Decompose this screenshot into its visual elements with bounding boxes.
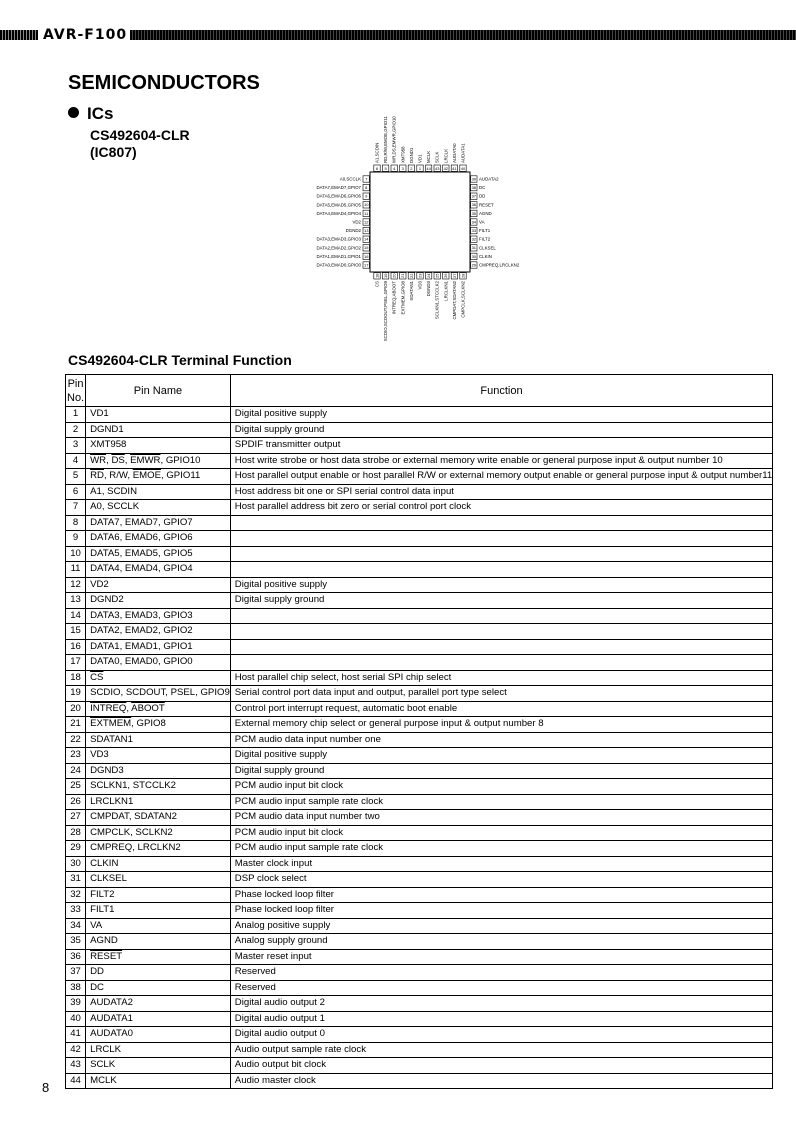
- pin-number: 23: [417, 273, 423, 279]
- pin-name-cell: DATA3, EMAD3, GPIO3: [86, 608, 231, 624]
- table-row: [66, 934, 773, 950]
- pin-number: 28: [460, 273, 466, 279]
- section-ics: [68, 104, 113, 124]
- pin-name-cell: CLKSEL: [86, 872, 231, 888]
- pin-function-cell: Analog supply ground: [230, 934, 772, 950]
- pin-name-cell: DATA1, EMAD1, GPIO1: [86, 639, 231, 655]
- pin-function-cell: [230, 639, 772, 655]
- table-row: [66, 469, 773, 485]
- pin-name-cell: RESET: [86, 949, 231, 965]
- pin-function-cell: Digital supply ground: [230, 422, 772, 438]
- pin-label: RESET: [479, 202, 494, 208]
- pin-number-cell: 27: [66, 810, 86, 826]
- pin-label: AUDATA2: [479, 176, 499, 182]
- pin-name-cell: AUDATA1: [86, 1011, 231, 1027]
- pin-function-cell: PCM audio data input number one: [230, 732, 772, 748]
- pin-number: 19: [383, 273, 388, 279]
- pin-name-cell: VA: [86, 918, 231, 934]
- pin-name-cell: FILT1: [86, 903, 231, 919]
- pin-number: 6: [375, 165, 379, 171]
- pin-number: 41: [452, 165, 457, 171]
- pin-number-cell: 20: [66, 701, 86, 717]
- pin-function-cell: [230, 608, 772, 624]
- pin-function-cell: Host parallel address bit zero or serial control port clock: [230, 500, 772, 516]
- pin-label: INTREQ,ABOOT: [391, 281, 397, 315]
- table-title: CS492604-CLR Terminal Function: [68, 352, 292, 368]
- table-row: [66, 546, 773, 562]
- pin-function-cell: Digital supply ground: [230, 593, 772, 609]
- table-row: [66, 872, 773, 888]
- part-info: [90, 127, 190, 161]
- pin-label: DATA4,EMAD4,GPIO4: [316, 210, 361, 216]
- pin-name-cell: SCLKN1, STCCLK2: [86, 779, 231, 795]
- model-name: AVR-F100: [43, 27, 128, 43]
- header-pin-no: Pin No.: [66, 375, 86, 407]
- table-row: [66, 639, 773, 655]
- page-number: 8: [42, 1080, 50, 1095]
- pin-number: 22: [408, 273, 414, 279]
- pin-label: A1,SCDIN: [374, 142, 380, 163]
- pin-number: 38: [471, 185, 477, 190]
- pin-number: 17: [363, 262, 369, 268]
- pin-label: SCDIO,SCDOUT,PSEL,GPIO9: [383, 281, 389, 342]
- pin-label: DGND3: [426, 281, 432, 297]
- pin-name-cell: DD: [86, 965, 231, 981]
- table-row: [66, 841, 773, 857]
- pin-name-cell: A0, SCCLK: [86, 500, 231, 516]
- pin-number: 31: [471, 245, 477, 251]
- table-row: [66, 763, 773, 779]
- pin-number: 33: [471, 228, 477, 233]
- pin-function-cell: Audio master clock: [230, 1073, 772, 1089]
- pin-name-cell: DGND1: [86, 422, 231, 438]
- table-row: [66, 918, 773, 934]
- pin-function-cell: Phase locked loop filter: [230, 903, 772, 919]
- pin-name-cell: MCLK: [86, 1073, 231, 1089]
- pin-number-cell: 30: [66, 856, 86, 872]
- pin-number-cell: 2: [66, 422, 86, 438]
- pin-number-cell: 38: [66, 980, 86, 996]
- section-ics-label: ICs: [87, 104, 114, 123]
- table-row: [66, 825, 773, 841]
- pin-number-cell: 12: [66, 577, 86, 593]
- pin-label: WR,DS,EMWR,GPIO10: [391, 116, 397, 163]
- pin-label: SCLKN1,STCCLK2: [434, 281, 440, 320]
- table-row: [66, 500, 773, 516]
- pin-label: CLKSEL: [479, 245, 496, 251]
- pin-label: AUDATA1: [460, 143, 466, 163]
- pin-label: CMPDAT,SDATAN2: [451, 281, 457, 320]
- pin-function-cell: PCM audio input bit clock: [230, 779, 772, 795]
- table-row: [66, 856, 773, 872]
- table-row: [66, 887, 773, 903]
- pin-number: 18: [374, 273, 380, 279]
- pin-name-cell: DATA4, EMAD4, GPIO4: [86, 562, 231, 578]
- pin-number: 9: [365, 193, 368, 199]
- pin-number: 21: [400, 273, 406, 279]
- pin-label: DATA6,EMAD6,GPIO6: [316, 193, 361, 199]
- pin-function-cell: Digital audio output 2: [230, 996, 772, 1012]
- pin-number-cell: 1: [66, 407, 86, 423]
- pin-number: 14: [363, 236, 369, 242]
- pin-name-cell: A1, SCDIN: [86, 484, 231, 500]
- pin-number: 4: [393, 165, 396, 171]
- pin-label: RD,R/W,EMOE,GPIO11: [383, 116, 389, 163]
- pin-name-cell: $\overline{WR}$, $\overline{DS}$, EMWR, GPIO10: [86, 453, 231, 469]
- table-row: [66, 810, 773, 826]
- pin-function-cell: Host address bit one or SPI serial control data input: [230, 484, 772, 500]
- pin-number: 37: [471, 193, 477, 199]
- pin-number-cell: 43: [66, 1058, 86, 1074]
- table-row: [66, 407, 773, 423]
- table-row: [66, 577, 773, 593]
- pin-number: 44: [426, 165, 431, 171]
- pin-function-cell: Digital positive supply: [230, 577, 772, 593]
- pin-name-cell: DATA2, EMAD2, GPIO2: [86, 624, 231, 640]
- bullet-icon: [68, 107, 79, 118]
- table-row: [66, 1042, 773, 1058]
- pin-number-cell: 7: [66, 500, 86, 516]
- table-row: [66, 453, 773, 469]
- pin-name-cell: DGND2: [86, 593, 231, 609]
- pin-name-cell: DC: [86, 980, 231, 996]
- pin-label: VD3: [417, 281, 423, 290]
- chip-pinout-diagram: [290, 92, 540, 362]
- pin-number-cell: 4: [66, 453, 86, 469]
- pin-number-cell: 16: [66, 639, 86, 655]
- pin-number-cell: 40: [66, 1011, 86, 1027]
- pin-label: DATA2,EMAD2,GPIO2: [316, 245, 361, 251]
- pin-number: 36: [471, 202, 477, 208]
- pin-number: 26: [443, 273, 449, 279]
- pin-label: CMPCLK,SCLKN2: [460, 281, 466, 318]
- pin-number: 40: [460, 165, 466, 171]
- pin-number: 15: [363, 245, 369, 251]
- pin-function-cell: Analog positive supply: [230, 918, 772, 934]
- pin-label: LRCLKN1: [443, 281, 449, 301]
- pin-label: XMT958: [400, 146, 406, 163]
- pin-function-cell: [230, 546, 772, 562]
- pin-number: 39: [471, 176, 477, 182]
- page-title: SEMICONDUCTORS: [68, 72, 260, 94]
- table-row: [66, 903, 773, 919]
- pin-function-cell: Audio output sample rate clock: [230, 1042, 772, 1058]
- pin-number: 5: [384, 165, 387, 171]
- table-row: [66, 624, 773, 640]
- table-row: [66, 655, 773, 671]
- pin-function-cell: Digital audio output 1: [230, 1011, 772, 1027]
- pin-number-cell: 23: [66, 748, 86, 764]
- pin-number: 12: [363, 219, 369, 225]
- pin-function-cell: Reserved: [230, 980, 772, 996]
- pin-number-cell: 35: [66, 934, 86, 950]
- pin-name-cell: LRCLKN1: [86, 794, 231, 810]
- table-row: [66, 779, 773, 795]
- pin-number-cell: 25: [66, 779, 86, 795]
- table-row: [66, 531, 773, 547]
- pin-function-cell: Digital positive supply: [230, 407, 772, 423]
- part-number: CS492604-CLR: [90, 127, 190, 143]
- table-row: [66, 484, 773, 500]
- pin-label: DATA3,EMAD3,GPIO3: [316, 236, 361, 242]
- header-pin-name: Pin Name: [86, 375, 231, 407]
- table-row: [66, 438, 773, 454]
- pin-number-cell: 42: [66, 1042, 86, 1058]
- pin-number: 43: [434, 165, 440, 171]
- pin-name-cell: LRCLK: [86, 1042, 231, 1058]
- pin-number-cell: 17: [66, 655, 86, 671]
- pin-number: 20: [391, 273, 397, 279]
- pin-number-cell: 44: [66, 1073, 86, 1089]
- pin-number-cell: 13: [66, 593, 86, 609]
- pin-label: MCLK: [426, 150, 432, 163]
- pin-function-cell: Host write strobe or host data strobe or external memory write enable or general purpose input & output number 10: [230, 453, 772, 469]
- pin-number: 16: [363, 253, 369, 259]
- table-row: [66, 422, 773, 438]
- pin-number-cell: 14: [66, 608, 86, 624]
- pin-function-cell: PCM audio input sample rate clock: [230, 794, 772, 810]
- pin-number-cell: 22: [66, 732, 86, 748]
- table-row: [66, 608, 773, 624]
- pin-name-cell: DATA5, EMAD5, GPIO5: [86, 546, 231, 562]
- pin-label: CS: [374, 281, 380, 288]
- pin-function-cell: [230, 562, 772, 578]
- header-stripe-right: [130, 30, 796, 40]
- pin-label: DATA0,EMAD0,GPIO0: [316, 262, 361, 268]
- table-row: [66, 562, 773, 578]
- pin-number: 11: [364, 210, 369, 216]
- pin-label: LRCLK: [443, 148, 449, 163]
- table-row: [66, 593, 773, 609]
- pin-name-cell: SDATAN1: [86, 732, 231, 748]
- pin-number: 42: [443, 165, 449, 171]
- pin-number: 35: [471, 210, 477, 216]
- pin-name-cell: VD2: [86, 577, 231, 593]
- pin-number: 10: [363, 202, 369, 208]
- pin-number: 27: [451, 273, 457, 279]
- table-row: [66, 996, 773, 1012]
- pin-label: DATA1,EMAD1,GPIO1: [316, 253, 361, 259]
- table-row: [66, 701, 773, 717]
- pin-label: CLKIN: [479, 253, 492, 259]
- pin-name-cell: $\overline{CS}$: [86, 670, 231, 686]
- pin-number-cell: 39: [66, 996, 86, 1012]
- pin-label: DATA5,EMAD5,GPIO5: [316, 202, 361, 208]
- pin-name-cell: DGND3: [86, 763, 231, 779]
- pin-function-cell: Digital supply ground: [230, 763, 772, 779]
- pin-number-cell: 34: [66, 918, 86, 934]
- table-row: [66, 670, 773, 686]
- pin-label: CMPREQ,LRCLKN2: [479, 262, 520, 268]
- ic-reference: (IC807): [90, 144, 137, 160]
- pin-function-cell: Reserved: [230, 965, 772, 981]
- pin-name-cell: FILT2: [86, 887, 231, 903]
- pin-number: 24: [426, 273, 431, 279]
- pin-number-cell: 8: [66, 515, 86, 531]
- pin-number-cell: 9: [66, 531, 86, 547]
- pin-name-cell: CMPDAT, SDATAN2: [86, 810, 231, 826]
- pin-function-cell: [230, 624, 772, 640]
- table-row: [66, 1058, 773, 1074]
- table-row: [66, 965, 773, 981]
- pin-number-cell: 26: [66, 794, 86, 810]
- table-header-row: [66, 375, 773, 407]
- pin-label: SDATAN1: [408, 281, 414, 301]
- pin-number: 30: [471, 253, 477, 259]
- pin-function-cell: Control port interrupt request, automatic boot enable: [230, 701, 772, 717]
- pin-number-cell: 15: [66, 624, 86, 640]
- pin-name-cell: CMPREQ, LRCLKN2: [86, 841, 231, 857]
- pin-function-cell: [230, 531, 772, 547]
- pin-number-cell: 11: [66, 562, 86, 578]
- pin-name-cell: AUDATA2: [86, 996, 231, 1012]
- pin-name-cell: VD3: [86, 748, 231, 764]
- pin-name-cell: INTREQ, ABOOT: [86, 701, 231, 717]
- pin-function-cell: PCM audio input bit clock: [230, 825, 772, 841]
- chip-body: [370, 172, 470, 272]
- pin-number: 34: [471, 219, 477, 225]
- pin-label: AUDATA0: [451, 143, 457, 163]
- pin-number-cell: 36: [66, 949, 86, 965]
- table-row: [66, 1011, 773, 1027]
- table-row: [66, 980, 773, 996]
- pin-name-cell: VD1: [86, 407, 231, 423]
- pin-number-cell: 28: [66, 825, 86, 841]
- pin-number-cell: 41: [66, 1027, 86, 1043]
- pin-number: 7: [365, 176, 368, 182]
- pin-function-cell: SPDIF transmitter output: [230, 438, 772, 454]
- pin-name-cell: AGND: [86, 934, 231, 950]
- pin-number-cell: 3: [66, 438, 86, 454]
- pin-function-cell: Master clock input: [230, 856, 772, 872]
- pin-number: 32: [471, 236, 477, 242]
- pin-label: FILT2: [479, 236, 491, 242]
- pin-label: VD1: [417, 154, 423, 163]
- pin-number-cell: 6: [66, 484, 86, 500]
- pin-number-cell: 32: [66, 887, 86, 903]
- pin-label: DC: [479, 185, 486, 191]
- pin-number-cell: 18: [66, 670, 86, 686]
- pin-name-cell: SCDIO, SCDOUT, PSEL, GPIO9: [86, 686, 231, 702]
- pin-label: VD2: [352, 219, 361, 225]
- table-row: [66, 686, 773, 702]
- table-row: [66, 732, 773, 748]
- pin-label: VA: [479, 219, 485, 225]
- pin-number: 29: [471, 262, 477, 268]
- pin-name-cell: DATA0, EMAD0, GPIO0: [86, 655, 231, 671]
- pin-function-cell: Audio output bit clock: [230, 1058, 772, 1074]
- table-row: [66, 949, 773, 965]
- pin-label: A0,SCCLK: [339, 176, 361, 182]
- pin-number-cell: 5: [66, 469, 86, 485]
- pin-label: DGND2: [345, 228, 361, 234]
- pin-number-cell: 37: [66, 965, 86, 981]
- pin-name-cell: CMPCLK, SCLKN2: [86, 825, 231, 841]
- pin-name-cell: EXTMEM, GPIO8: [86, 717, 231, 733]
- pin-name-cell: $\overline{RD}$, R/W, EMOE, GPIO11: [86, 469, 231, 485]
- pin-name-cell: XMT958: [86, 438, 231, 454]
- pin-label: DGND1: [408, 147, 414, 163]
- pin-number-cell: 29: [66, 841, 86, 857]
- pin-function-cell: Serial control port data input and output, parallel port type select: [230, 686, 772, 702]
- pin-label: DATA7,EMAD7,GPIO7: [316, 185, 361, 191]
- pin-function-cell: DSP clock select: [230, 872, 772, 888]
- pin-number-cell: 31: [66, 872, 86, 888]
- pin-number-cell: 33: [66, 903, 86, 919]
- pin-function-cell: Digital positive supply: [230, 748, 772, 764]
- pin-number: 2: [410, 165, 413, 171]
- pin-function-cell: [230, 515, 772, 531]
- pin-number: 3: [401, 165, 404, 171]
- terminal-function-table: [65, 374, 773, 1089]
- table-row: [66, 1073, 773, 1089]
- pin-number-cell: 21: [66, 717, 86, 733]
- pin-number-cell: 10: [66, 546, 86, 562]
- table-row: [66, 794, 773, 810]
- pin-label: EXTMEM,GPIO8: [400, 281, 406, 315]
- table-row: [66, 515, 773, 531]
- table-row: [66, 1027, 773, 1043]
- pin-function-cell: Host parallel chip select, host serial SPI chip select: [230, 670, 772, 686]
- pin-label: AGND: [479, 210, 492, 216]
- pin-number: 25: [434, 273, 440, 279]
- pin-number: 13: [363, 228, 369, 233]
- pin-function-cell: PCM audio data input number two: [230, 810, 772, 826]
- pin-function-cell: Host parallel output enable or host parallel R/W or external memory output enable or general purpose input & output number11: [230, 469, 772, 485]
- pin-function-cell: PCM audio input sample rate clock: [230, 841, 772, 857]
- header-stripe-left: [0, 30, 38, 40]
- pin-label: SCLK: [434, 151, 440, 163]
- table-row: [66, 748, 773, 764]
- pin-number: 8: [365, 185, 368, 190]
- pin-name-cell: CLKIN: [86, 856, 231, 872]
- pin-name-cell: DATA6, EMAD6, GPIO6: [86, 531, 231, 547]
- pin-function-cell: [230, 655, 772, 671]
- pin-function-cell: Master reset input: [230, 949, 772, 965]
- pin-label: DD: [479, 193, 486, 199]
- header-function: Function: [230, 375, 772, 407]
- pin-name-cell: SCLK: [86, 1058, 231, 1074]
- pin-label: FILT1: [479, 228, 491, 234]
- pin-number: 1: [418, 165, 422, 171]
- table-row: [66, 717, 773, 733]
- pin-function-cell: External memory chip select or general purpose input & output number 8: [230, 717, 772, 733]
- pin-number-cell: 19: [66, 686, 86, 702]
- pin-name-cell: DATA7, EMAD7, GPIO7: [86, 515, 231, 531]
- pin-function-cell: Digital audio output 0: [230, 1027, 772, 1043]
- pin-name-cell: AUDATA0: [86, 1027, 231, 1043]
- pin-function-cell: Phase locked loop filter: [230, 887, 772, 903]
- pin-number-cell: 24: [66, 763, 86, 779]
